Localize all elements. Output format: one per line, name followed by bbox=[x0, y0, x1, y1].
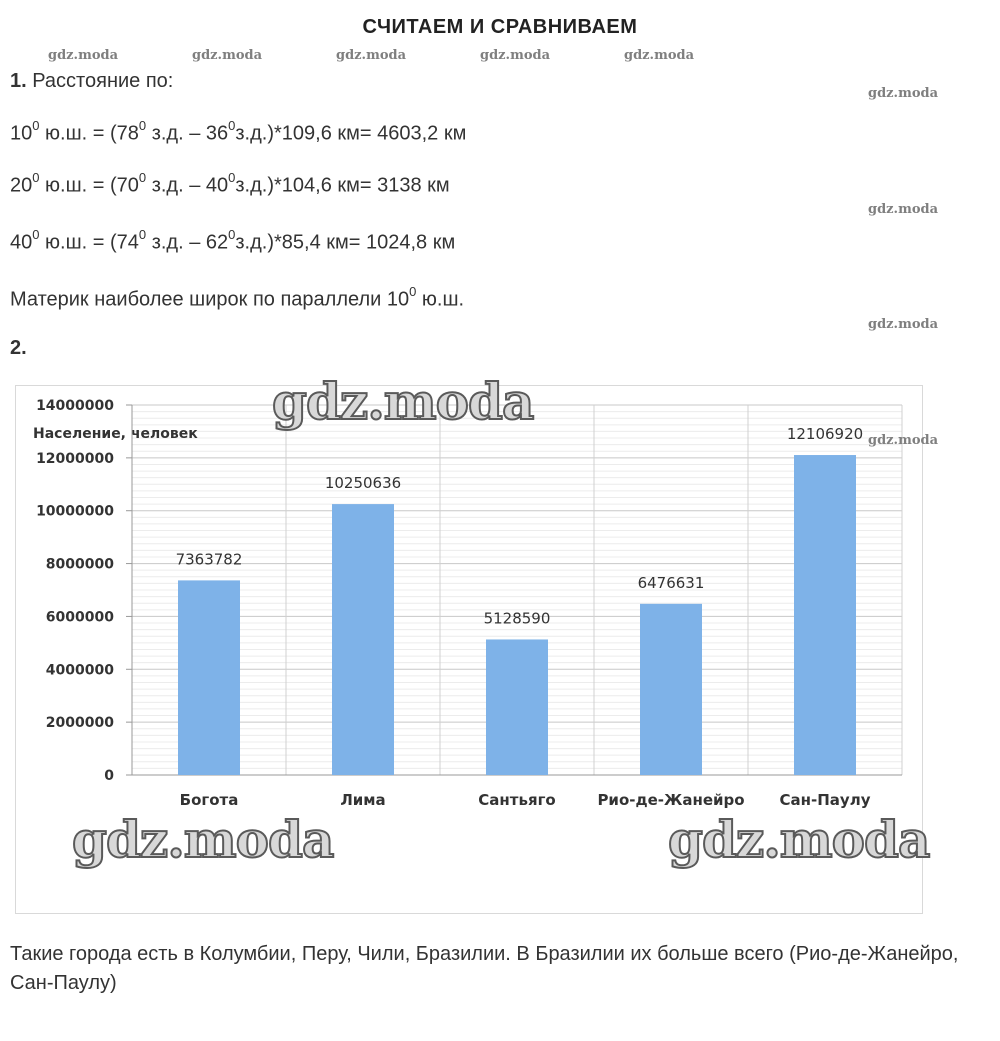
distance-row-40 bbox=[10, 229, 455, 255]
y-tick-label: 0 bbox=[104, 768, 114, 784]
y-axis-label: Население, человек bbox=[33, 426, 198, 442]
degree-mark: 0 bbox=[32, 118, 40, 133]
degree-mark: 0 bbox=[409, 284, 417, 299]
watermark: gdz.moda bbox=[868, 433, 939, 448]
task2-heading bbox=[10, 337, 27, 360]
x-tick-label: Рио-де-Жанейро bbox=[597, 791, 745, 809]
formula-part: з.д. – 62 bbox=[146, 231, 229, 254]
task1-number: 1. bbox=[10, 70, 27, 92]
data-label: 5128590 bbox=[483, 609, 551, 628]
distance-row-20 bbox=[10, 172, 450, 198]
degree-mark: 0 bbox=[228, 227, 236, 242]
watermark: gdz.moda bbox=[336, 48, 407, 63]
x-tick-label: Богота bbox=[179, 791, 239, 809]
formula-part: ю.ш. = (78 bbox=[39, 122, 139, 145]
watermark: gdz.moda bbox=[668, 810, 930, 869]
degree-mark: 0 bbox=[228, 118, 236, 133]
formula-part: з.д. – 40 bbox=[146, 174, 229, 197]
watermark: gdz.moda bbox=[868, 202, 939, 217]
formula-part: з.д. – 36 bbox=[146, 122, 229, 145]
watermark: gdz.moda bbox=[72, 810, 334, 869]
y-tick-label: 14000000 bbox=[36, 398, 114, 414]
degree-mark: 0 bbox=[138, 170, 147, 185]
task1-intro: Расстояние по: bbox=[32, 70, 174, 92]
degree-mark: 0 bbox=[138, 227, 147, 242]
watermark: gdz.moda bbox=[48, 48, 119, 63]
task2-number: 2. bbox=[10, 337, 27, 359]
data-label: 6476631 bbox=[637, 573, 705, 592]
data-label: 7363782 bbox=[175, 550, 243, 569]
formula-result: з.д.)*104,6 км= 3138 км bbox=[235, 174, 450, 197]
watermark: gdz.moda bbox=[868, 317, 939, 332]
bar bbox=[486, 639, 548, 775]
degree-mark: 0 bbox=[228, 170, 236, 185]
bar bbox=[178, 580, 240, 775]
watermark: gdz.moda bbox=[624, 48, 695, 63]
x-tick-label: Сан-Паулу bbox=[779, 791, 871, 809]
data-label: 10250636 bbox=[324, 474, 402, 493]
formula-part: ю.ш. = (70 bbox=[39, 174, 139, 197]
task1-intro-line bbox=[10, 70, 173, 93]
distance-row-10 bbox=[10, 120, 466, 146]
task1-conclusion bbox=[10, 286, 464, 312]
x-tick-label: Лима bbox=[340, 791, 386, 809]
conclusion-text: Материк наиболее широк по параллели 10 bbox=[10, 288, 410, 311]
x-tick-label: Сантьяго bbox=[478, 791, 556, 809]
conclusion-text: ю.ш. bbox=[416, 288, 465, 311]
bar bbox=[794, 455, 856, 775]
formula-result: з.д.)*85,4 км= 1024,8 км bbox=[235, 231, 456, 254]
degree-mark: 0 bbox=[32, 170, 40, 185]
y-tick-label: 6000000 bbox=[45, 609, 114, 626]
watermark: gdz.moda bbox=[272, 372, 534, 431]
latitude-value: 40 bbox=[10, 231, 33, 254]
y-tick-label: 8000000 bbox=[45, 556, 114, 573]
y-tick-label: 4000000 bbox=[45, 662, 114, 679]
data-label: 12106920 bbox=[786, 425, 864, 444]
bar bbox=[332, 504, 394, 775]
y-tick-label: 2000000 bbox=[45, 715, 114, 732]
latitude-value: 10 bbox=[10, 122, 33, 145]
bar bbox=[640, 604, 702, 775]
watermark: gdz.moda bbox=[868, 86, 939, 101]
degree-mark: 0 bbox=[138, 118, 147, 133]
degree-mark: 0 bbox=[32, 227, 40, 242]
watermark: gdz.moda bbox=[192, 48, 263, 63]
formula-part: ю.ш. = (74 bbox=[39, 231, 139, 254]
watermark: gdz.moda bbox=[480, 48, 551, 63]
y-tick-label: 12000000 bbox=[36, 450, 114, 467]
y-tick-label: 10000000 bbox=[36, 503, 114, 520]
formula-result: з.д.)*109,6 км= 4603,2 км bbox=[235, 122, 467, 145]
page-title: СЧИТАЕМ И СРАВНИВАЕМ bbox=[362, 16, 638, 38]
latitude-value: 20 bbox=[10, 174, 33, 197]
answer-paragraph: Такие города есть в Колумбии, Перу, Чили, Бразилии. В Бразилии их больше всего (Рио-де-Жанейро, Сан-Паулу) bbox=[10, 943, 959, 994]
